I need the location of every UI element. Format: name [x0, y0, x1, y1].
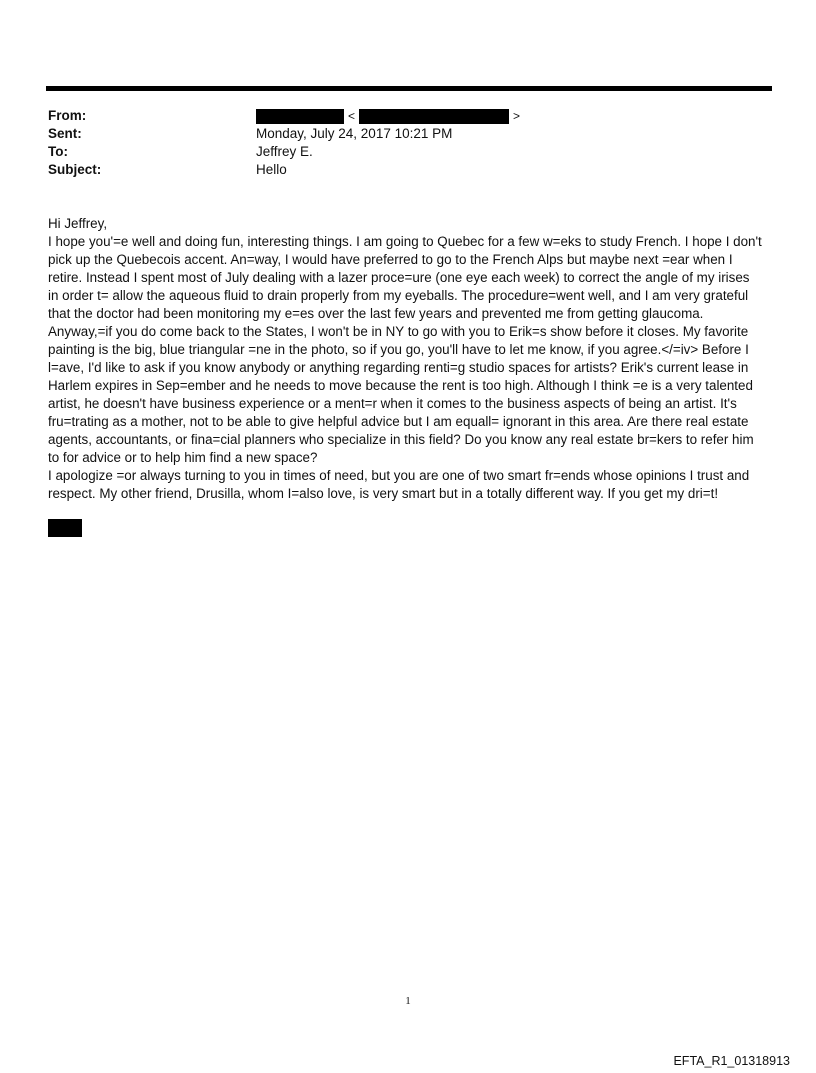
subject-row — [48, 161, 748, 179]
body-line: to for advice or to help him find a new space? — [48, 450, 318, 465]
email-body — [48, 215, 776, 503]
body-line: painting is the big, blue triangular =ne in the photo, so if you go, you'll have to let me know, if you agree.</=iv> Before I — [48, 342, 749, 357]
from-close-bracket: > — [513, 109, 521, 123]
from-value — [256, 107, 524, 125]
body-line: artist, he doesn't have business experience or a ment=r when it comes to the business aspects of being an artist. It's — [48, 396, 737, 411]
from-row — [48, 107, 748, 125]
body-line: pick up the Quebecois accent. An=way, I would have preferred to go to the French Alps but maybe next =ear when I — [48, 252, 733, 267]
body-line: I apologize =or always turning to you in times of need, but you are one of two smart fr=ends whose opinions I trust and — [48, 468, 750, 483]
sent-value: Monday, July 24, 2017 10:21 PM — [256, 126, 453, 141]
body-line: that the doctor had been monitoring my e=es over the last few years and prevented me from getting glaucoma. — [48, 306, 704, 321]
body-line: retire. Instead I spent most of July dealing with a lazer proce=ure (one eye each week) to correct the angle of my irises — [48, 270, 750, 285]
sent-label: Sent: — [48, 126, 82, 141]
page-number: 1 — [405, 995, 411, 1007]
bates-number: EFTA_R1_01318913 — [673, 1054, 790, 1068]
from-label: From: — [48, 108, 87, 123]
redacted-signature — [48, 519, 82, 537]
body-line: fru=trating as a mother, not to be able to give helpful advice but I am equall= ignorant in this area. Are there real estate — [48, 414, 749, 429]
redacted-sender-name — [256, 109, 344, 124]
body-line: l=ave, I'd like to ask if you know anybody or anything regarding renti=g studio spaces for artists? Erik's current lease in — [48, 360, 749, 375]
email-header — [48, 107, 748, 179]
subject-value: Hello — [256, 162, 287, 177]
from-open-bracket: < — [348, 109, 356, 123]
to-label: To: — [48, 144, 68, 159]
body-line: I hope you'=e well and doing fun, interesting things. I am going to Quebec for a few w=eks to study French. I hope I don't — [48, 234, 762, 249]
subject-label: Subject: — [48, 162, 102, 177]
body-line: Harlem expires in Sep=ember and he needs to move because the rent is too high. Although I think =e is a very talented — [48, 378, 753, 393]
to-row — [48, 143, 748, 161]
to-value: Jeffrey E. — [256, 144, 313, 159]
redacted-sender-email — [359, 109, 509, 124]
body-line: Hi Jeffrey, — [48, 216, 108, 231]
header-rule — [46, 86, 772, 91]
body-line: Anyway,=if you do come back to the States, I won't be in NY to go with you to Erik=s show before it closes. My favorite — [48, 324, 749, 339]
body-line: in order t= allow the aqueous fluid to drain properly from my eyeballs. The procedure=went well, and I am very grateful — [48, 288, 749, 303]
sent-row — [48, 125, 748, 143]
body-line: agents, accountants, or fina=cial planners who specialize in this field? Do you know any real estate br=kers to refer him — [48, 432, 754, 447]
body-line: respect. My other friend, Drusilla, whom I=also love, is very smart but in a totally different way. If you get my dri=t! — [48, 486, 719, 501]
